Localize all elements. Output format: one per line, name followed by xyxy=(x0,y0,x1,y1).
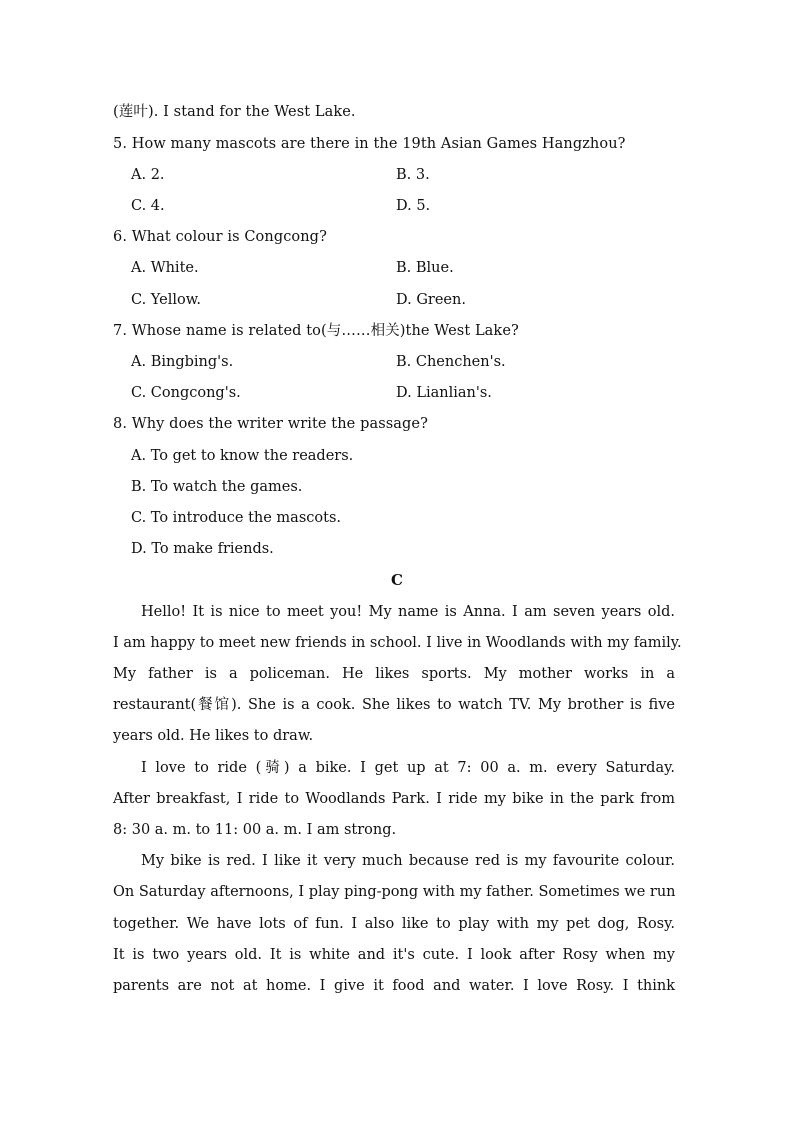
passage-line: parents are not at home. I give it food and water. I love Rosy. I think xyxy=(113,978,675,994)
question-7-option-d: D. Lianlian's. xyxy=(396,385,492,401)
question-7-option-a: A. Bingbing's. xyxy=(131,354,234,370)
question-7-stem: 7. Whose name is related to(与……相关)the West Lake? xyxy=(113,323,519,339)
question-6-option-b: B. Blue. xyxy=(396,260,454,276)
passage-line: 8: 30 a. m. to 11: 00 a. m. I am strong. xyxy=(113,822,397,838)
question-5-stem: 5. How many mascots are there in the 19th Asian Games Hangzhou? xyxy=(113,136,626,152)
question-8-option-d: D. To make friends. xyxy=(131,541,274,557)
passage-line: Hello! It is nice to meet you! My name is Anna. I am seven years old. xyxy=(141,604,675,620)
passage-line: After breakfast, I ride to Woodlands Park. I ride my bike in the park from xyxy=(113,791,675,807)
passage-line: I am happy to meet new friends in school. I live in Woodlands with my family. xyxy=(113,635,682,651)
question-6-option-d: D. Green. xyxy=(396,292,466,308)
question-6-option-a: A. White. xyxy=(131,260,199,276)
passage-line: On Saturday afternoons, I play ping-pong with my father. Sometimes we run xyxy=(113,884,676,900)
passage-line: It is two years old. It is white and it's cute. I look after Rosy when my xyxy=(113,947,675,963)
passage-line: My father is a policeman. He likes sports. My mother works in a xyxy=(113,666,675,682)
question-7-option-c: C. Congcong's. xyxy=(131,385,241,401)
passage-line: I love to ride (骑) a bike. I get up at 7: 00 a. m. every Saturday. xyxy=(141,760,675,776)
passage-line: together. We have lots of fun. I also like to play with my pet dog, Rosy. xyxy=(113,916,675,932)
passage-line: restaurant(餐馆). She is a cook. She likes to watch TV. My brother is five xyxy=(113,697,675,713)
question-5-option-d: D. 5. xyxy=(396,198,431,214)
question-5-option-a: A. 2. xyxy=(131,167,165,183)
passage-line: My bike is red. I like it very much because red is my favourite colour. xyxy=(141,853,675,869)
question-5-option-b: B. 3. xyxy=(396,167,430,183)
question-6-stem: 6. What colour is Congcong? xyxy=(113,229,327,245)
intro-line: (莲叶). I stand for the West Lake. xyxy=(113,104,356,120)
question-6-option-c: C. Yellow. xyxy=(131,292,201,308)
question-8-option-a: A. To get to know the readers. xyxy=(131,448,354,464)
section-heading: C xyxy=(391,571,403,589)
question-8-stem: 8. Why does the writer write the passage? xyxy=(113,416,428,432)
question-7-option-b: B. Chenchen's. xyxy=(396,354,506,370)
passage-line: years old. He likes to draw. xyxy=(113,728,314,744)
question-8-option-c: C. To introduce the mascots. xyxy=(131,510,341,526)
question-5-option-c: C. 4. xyxy=(131,198,165,214)
question-8-option-b: B. To watch the games. xyxy=(131,479,303,495)
